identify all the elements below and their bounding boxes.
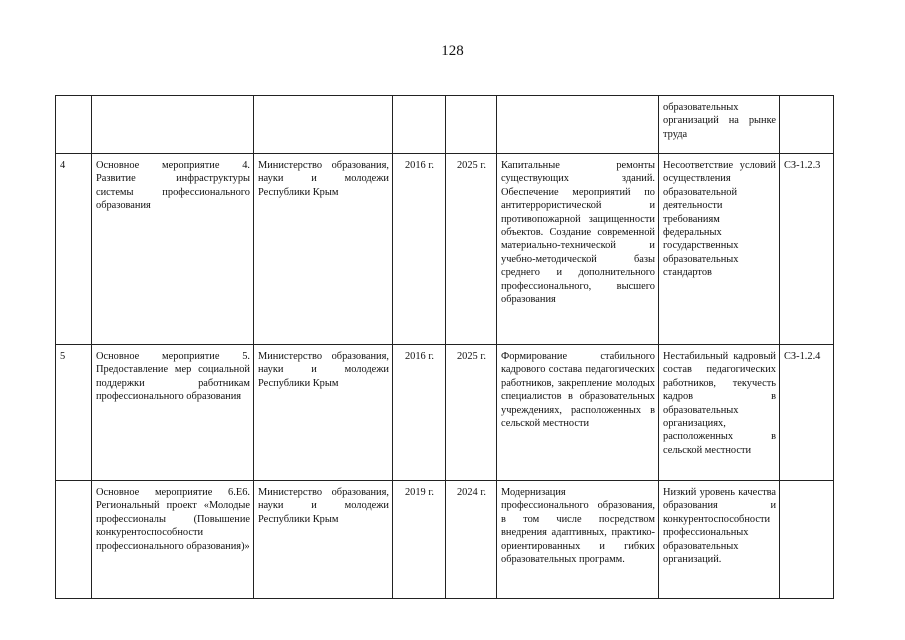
cell-name: Основное мероприятие 5. Предоставление мер социальной поддержки работникам профессионального образования [92, 345, 254, 481]
cell-num: 5 [56, 345, 92, 481]
measures-table [55, 95, 834, 599]
cell-problem: Несоответствие условий осуществления образовательной деятельности требованиям федеральных государственных образовательных стандартов [659, 154, 780, 345]
table-row-continuation [56, 96, 834, 154]
cell-name: Основное мероприятие 4. Развитие инфраструктуры системы профессионального образования [92, 154, 254, 345]
cell-code: СЗ-1.2.4 [780, 345, 834, 481]
cell-code [780, 96, 834, 154]
cell-start: 2016 г. [393, 154, 446, 345]
cell-executor: Министерство образования, науки и молодежи Республики Крым [254, 481, 393, 599]
cell-start: 2019 г. [393, 481, 446, 599]
cell-start: 2016 г. [393, 345, 446, 481]
cell-end [446, 96, 497, 154]
cell-result: Формирование стабильного кадрового состава педагогических работников, закрепление молодых специалистов в образовательных учреждениях, расположенных в сельской местности [497, 345, 659, 481]
cell-executor: Министерство образования, науки и молодежи Республики Крым [254, 345, 393, 481]
cell-problem: образовательных организаций на рынке труда [659, 96, 780, 154]
cell-result: Капитальные ремонты существующих зданий. Обеспечение мероприятий по антитеррористической и противопожарной защищенности объектов. Создание современной материально-технической и учебно-методической базы среднего и дополнительного профессионального, высшего образования [497, 154, 659, 345]
cell-problem: Нестабильный кадровый состав педагогических работников, текучесть кадров в образовательных организациях, расположенных в сельской местности [659, 345, 780, 481]
page-number: 128 [441, 43, 464, 59]
cell-problem: Низкий уровень качества образования и конкурентоспособности профессиональных образовательных организаций. [659, 481, 780, 599]
cell-result: Модернизация профессионального образования, в том числе посредством внедрения адаптивных, практико-ориентированных и гибких образовательных программ. [497, 481, 659, 599]
cell-code: СЗ-1.2.3 [780, 154, 834, 345]
cell-start [393, 96, 446, 154]
cell-code [780, 481, 834, 599]
cell-executor: Министерство образования, науки и молодежи Республики Крым [254, 154, 393, 345]
table-row [56, 154, 834, 345]
cell-result [497, 96, 659, 154]
cell-num [56, 481, 92, 599]
table-row [56, 481, 834, 599]
table-row [56, 345, 834, 481]
cell-name: Основное мероприятие 6.Е6. Региональный проект «Молодые профессионалы (Повышение конкурентоспособности профессионального образования)» [92, 481, 254, 599]
cell-end: 2025 г. [446, 345, 497, 481]
cell-end: 2025 г. [446, 154, 497, 345]
cell-executor [254, 96, 393, 154]
cell-name [92, 96, 254, 154]
cell-num: 4 [56, 154, 92, 345]
cell-end: 2024 г. [446, 481, 497, 599]
cell-num [56, 96, 92, 154]
